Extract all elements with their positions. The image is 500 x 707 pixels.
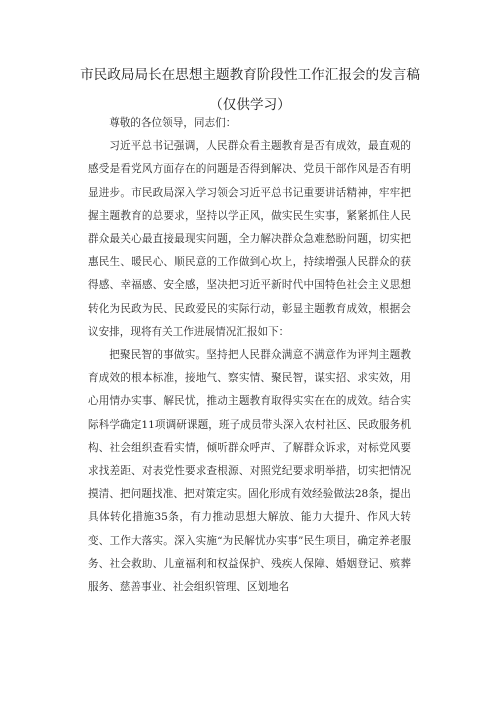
paragraph-1: 习近平总书记强调，人民群众看主题教育是否有成效，最直观的感受是看党风方面存在的问题是否得到解决、党员干部作风是否有明显进步。市民政局深入学习领会习近平总书记重要讲话精神，牢牢把握主题教育的总要求，坚持以学正风，做实民生实事，紧紧抓住人民群众最关心最直接最现实问题，全力解决群众急难愁盼问题，切实把惠民生、暖民心、顺民意的工作做到心坎上，持续增强人民群众的获得感、幸福感、安全感，坚决把习近平新时代中国特色社会主义思想转化为民政为民、民政爱民的实际行动，彰显主题教育成效，根据会议安排，现将有关工作进展情况汇报如下： (88, 140, 411, 338)
document-subtitle: （仅供学习） (209, 97, 291, 113)
salutation: 尊敬的各位领导，同志们： (109, 117, 237, 129)
document-title: 市民政局局长在思想主题教育阶段性工作汇报会的发言稿 (80, 67, 420, 83)
document-body (88, 112, 411, 599)
paragraph-2: 把聚民智的事做实。坚持把人民群众满意不满意作为评判主题教育成效的根本标准，接地气、察实情、聚民智，谋实招、求实效，用心用情办实事、解民忧，推动主题教育取得实实在在的成效。结合实际科学确定11项调研课题，班子成员带头深入农村社区、民政服务机构、社会组织查看实情，倾听群众呼声、了解群众诉求，对标党风要求找差距、对表党性要求查根源、对照党纪要求明举措，切实把情况摸清、把问题找准、把对策定实。固化形成有效经验做法28条，提出具体转化措施35条，有力推动思想大解放、能力大提升、作风大转变、工作大落实。深入实施“为民解忧办实事”民生项目，确定养老服务、社会救助、儿童福利和权益保护、残疾人保障、婚姻登记、殡葬服务、慈善事业、社会组织管理、区划地名 (88, 349, 411, 594)
